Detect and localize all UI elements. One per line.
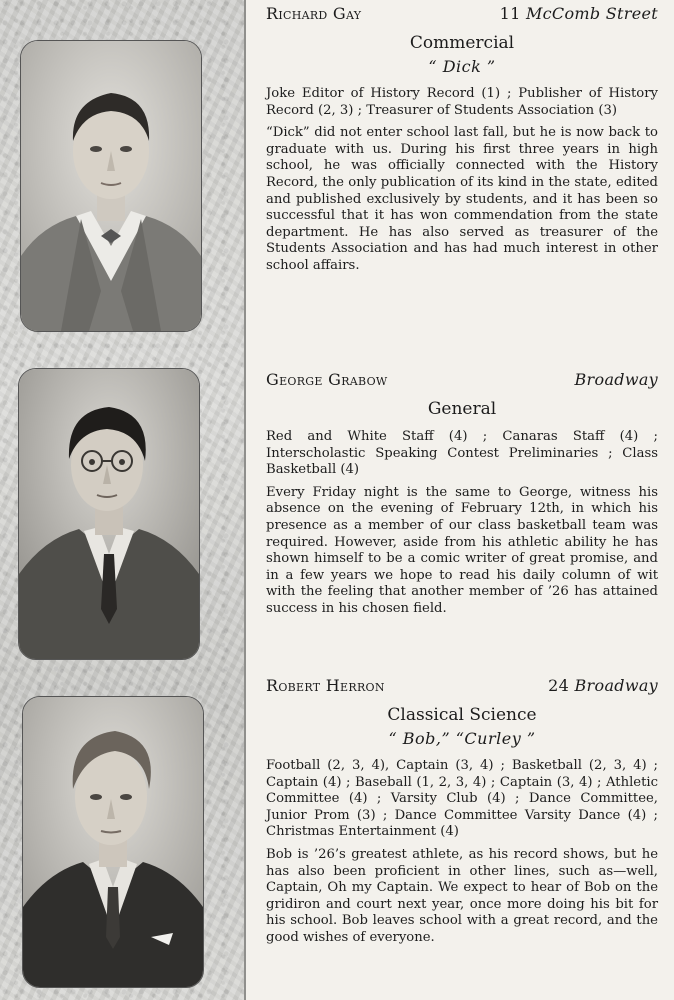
student-name: Richard Gay [266, 4, 362, 23]
address-street: Broadway [574, 676, 658, 695]
student-address [575, 370, 659, 389]
address-street: McComb Street [525, 4, 658, 23]
portrait-robert-herron [22, 696, 204, 988]
activities: Football (2, 3, 4), Captain (3, 4) ; Basketball (2, 3, 4) ; Captain (4) ; Baseball (1, 2, 3, 4) ; Captain (3, 4) ; Athletic Committee (4) ; Varsity Club (4) ; Dance Committee, Junior Prom (3) ; Dance Committee Varsity Dance (4) ; Christmas Entertainment (4) [266, 758, 658, 840]
biography: Every Friday night is the same to George, witness his absence on the evening of February 12th, in which his presence as a member of our class basketball team was required. However, aside from his athletic ability he has shown himself to be a comic writer of great promise, and in a few years we hope to read his daily column of wit with the feeling that another member of ’26 has attained success in his chosen field. [266, 484, 658, 616]
activities: Joke Editor of History Record (1) ; Publisher of History Record (2, 3) ; Treasurer of Students Association (3) [266, 86, 658, 118]
biography: Bob is ’26’s greatest athlete, as his record shows, but he has also been proficient in other lines, such as—well, Captain, Oh my Captain. We expect to hear of Bob on the gridiron and court next year, once more doing his bit for his school. Bob leaves school with a great record, and the good wishes of everyone. [266, 846, 658, 945]
name-line [266, 676, 658, 695]
biography: “Dick” did not enter school last fall, but he is now back to graduate with us. During his first three years in high school, he was officially connected with the History Record, the only publication of its kind in the state, edited and published exclusively by students, and it has been so successful that it has won commendation from the state department. He has also served as treasurer of the Students Association and has had much interest in other school affairs. [266, 125, 658, 273]
name-line [266, 370, 658, 389]
address-number: 24 [548, 676, 570, 695]
nickname: “ Dick ” [428, 57, 496, 76]
photo-strip [0, 0, 246, 1000]
nickname: “ Bob,” “Curley ” [388, 729, 536, 748]
student-name: Robert Herron [266, 676, 385, 695]
entry-robert-herron [266, 676, 658, 947]
entry-george-grabow [266, 370, 658, 618]
student-address [500, 4, 658, 23]
address-number: 11 [499, 4, 521, 23]
portrait-richard-gay [20, 40, 202, 332]
portrait-george-grabow [18, 368, 200, 660]
course: Commercial [409, 33, 515, 53]
student-name: George Grabow [266, 370, 388, 389]
student-address [548, 676, 658, 695]
entry-richard-gay [266, 4, 658, 275]
course: Classical Science [387, 705, 537, 725]
course: General [427, 399, 497, 419]
activities: Red and White Staff (4) ; Canaras Staff (4) ; Interscholastic Speaking Contest Preliminaries ; Class Basketball (4) [266, 429, 658, 478]
name-line [266, 4, 658, 23]
address-street: Broadway [574, 370, 658, 389]
